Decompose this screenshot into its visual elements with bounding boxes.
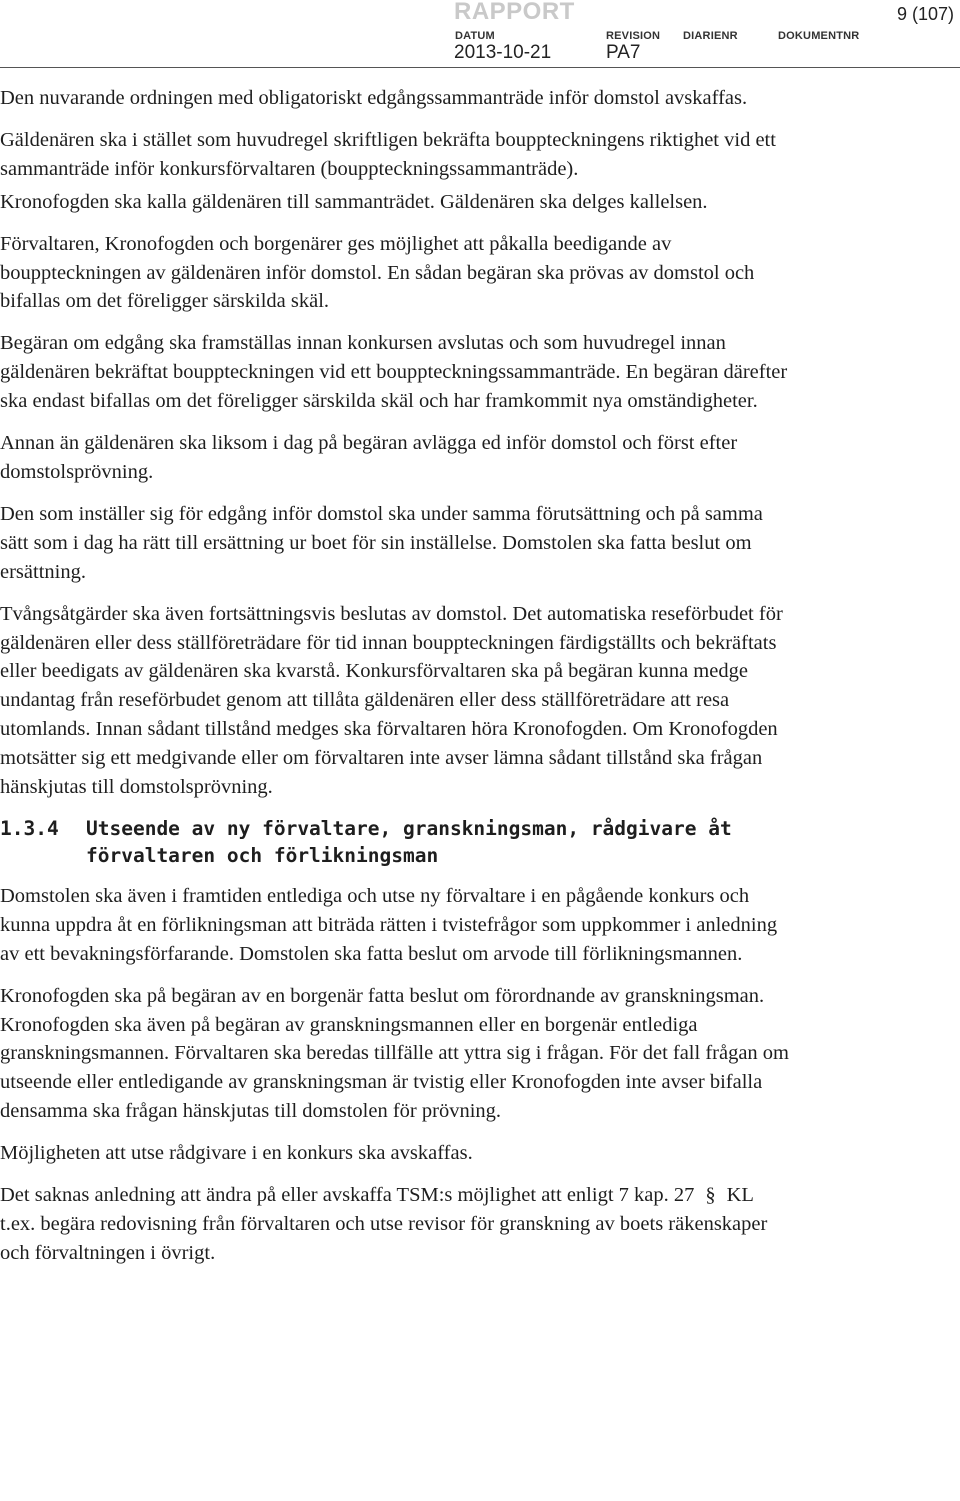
report-type-label: RAPPORT: [454, 0, 575, 25]
dokumentnr-label: DOKUMENTNR: [778, 30, 860, 42]
datum-label: DATUM: [455, 30, 495, 42]
paragraph: [0, 1181, 790, 1268]
paragraph-text: KL t.ex. begära redovisning från förvaltaren och utse revisor för granskning av boets räkenskaper och förvaltningen i övrigt.: [0, 1184, 768, 1264]
document-body: [0, 84, 790, 1281]
section-number: 1.3.4: [0, 816, 59, 840]
paragraph: Gäldenären ska i stället som huvudregel skriftligen bekräfta bouppteckningens riktighet vid ett sammanträde inför konkursförvaltaren (bouppteckningssammanträde).: [0, 128, 776, 180]
paragraph: Den nuvarande ordningen med obligatoriskt edgångssammanträde inför domstol avskaffas.: [0, 87, 748, 109]
paragraph: Kronofogden ska på begäran av en borgenär fatta beslut om förordnande av granskningsman. Kronofogden ska även på begäran av granskningsmannen eller en borgenär entlediga granskningsmannen. Förvaltaren ska beredas tillfälle att yttra sig i frågan. För det fall frågan om utseende eller entledigande av granskningsman är tvistig eller Kronofogden inte avser bifalla densamma ska frågan hänskjutas till domstolen för prövning.: [0, 984, 789, 1123]
section-sign: §: [705, 1184, 716, 1207]
paragraph-text: Det saknas anledning att ändra på eller avskaffa TSM:s möjlighet att enligt 7 kap. 27: [0, 1184, 695, 1207]
paragraph: Annan än gäldenären ska liksom i dag på begäran avlägga ed inför domstol och först efter domstolsprövning.: [0, 432, 738, 483]
revision-value: PA7: [606, 42, 641, 63]
paragraph: Begäran om edgång ska framställas innan konkursen avslutas och som huvudregel innan gäldenären bekräftat bouppteckningen vid ett bouppteckningssammanträde. En begäran därefter ska endast bifallas om det föreligger särskilda skäl och har framkommit nya omständigheter.: [0, 332, 788, 413]
header-divider: [0, 67, 960, 68]
paragraph: Förvaltaren, Kronofogden och borgenärer ges möjlighet att påkalla beedigande av bouppteckningen av gäldenären inför domstol. En sådan begäran ska prövas av domstol och bifallas om det föreligger särskilda skäl.: [0, 232, 755, 313]
diarienr-label: DIARIENR: [683, 30, 738, 42]
paragraph: Den som inställer sig för edgång inför domstol ska under samma förutsättning och på samma sätt som i dag ha rätt till ersättning ur boet för sin inställelse. Domstolen ska fatta beslut om ersättning.: [0, 502, 763, 583]
datum-value: 2013-10-21: [454, 42, 552, 63]
section-heading: [0, 815, 790, 869]
document-header: [0, 0, 960, 76]
paragraph: Domstolen ska även i framtiden entlediga och utse ny förvaltare i en pågående konkurs och kunna uppdra åt en förlikningsman att biträda rätten i tvistefrågor som uppkommer i anledning av ett bevakningsförfarande. Domstolen ska fatta beslut om arvode till förlikningsmannen.: [0, 884, 778, 965]
section-title: Utseende av ny förvaltare, granskningsman, rådgivare åt förvaltaren och förlikningsman: [86, 816, 732, 867]
paragraph: Tvångsåtgärder ska även fortsättningsvis beslutas av domstol. Det automatiska reseförbudet för gäldenären eller dess ställföreträdare för tid innan bouppteckningen färdigställts och bekräftats eller beedigats av gäldenären ska kvarstå. Konkursförvaltaren ska på begäran kunna medge undantag från reseförbudet genom att tillåta gäldenären eller dess ställföreträdare att resa utomlands. Innan sådant tillstånd medges ska förvaltaren höra Kronofogden. Om Kronofogden motsätter sig ett medgivande eller om förvaltaren inte avser lämna sådant tillstånd ska frågan hänskjutas till domstolsprövning.: [0, 602, 783, 799]
paragraph: Möjligheten att utse rådgivare i en konkurs ska avskaffas.: [0, 1142, 473, 1165]
paragraph: Kronofogden ska kalla gäldenären till sammanträdet. Gäldenären ska delges kallelsen.: [0, 190, 708, 213]
page-number: 9 (107): [896, 4, 954, 24]
revision-label: REVISION: [606, 30, 661, 42]
